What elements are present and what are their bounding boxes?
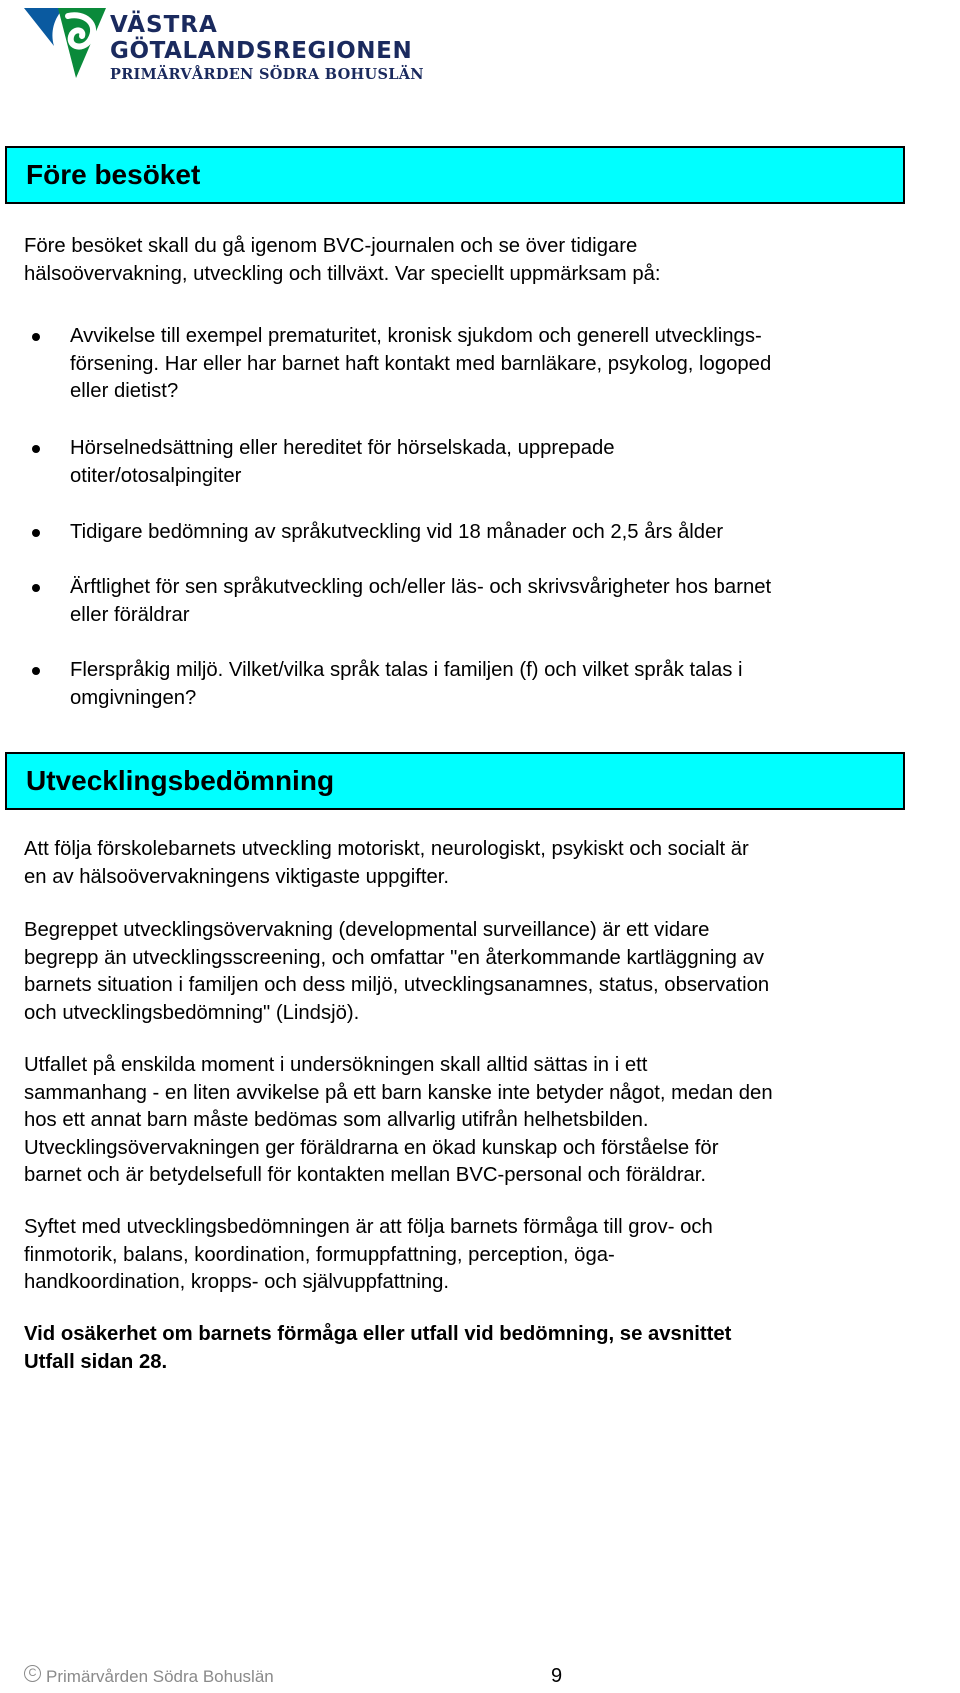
list-item bbox=[24, 519, 904, 547]
bullet-icon bbox=[32, 584, 40, 592]
vgr-logo bbox=[24, 6, 424, 86]
vgr-logo-icon bbox=[24, 6, 108, 82]
body-paragraph: Att följa förskolebarnets utveckling motoriskt, neurologiskt, psykiskt och socialt är en av hälsoövervakningens viktigaste uppgifter. bbox=[24, 838, 749, 888]
logo-line2: GÖTALANDSREGIONEN bbox=[110, 38, 413, 64]
list-item bbox=[24, 323, 904, 406]
list-item-text: Tidigare bedömning av språkutveckling vid 18 månader och 2,5 års ålder bbox=[70, 521, 724, 543]
list-item-text: Ärftlighet för sen språkutveckling och/eller läs- och skrivsvårigheter hos barnet eller föräldrar bbox=[70, 576, 772, 626]
text-line: hälsoövervakning, utveckling och tillväxt. Var speciellt uppmärksam på: bbox=[24, 262, 661, 285]
text-line: Före besöket skall du gå igenom BVC-journalen och se över tidigare bbox=[24, 235, 638, 257]
list-item bbox=[24, 657, 904, 712]
section-heading-box bbox=[5, 752, 905, 810]
body-paragraph: Begreppet utvecklingsövervakning (developmental surveillance) är ett vidare begrepp än utvecklingsscreening, och omfattar "en återkommande kartläggning av barnets situation i familjen och dess miljö, utvecklingsanamnes, status, observation och utvecklingsbedömning" (Lindsjö). bbox=[24, 919, 770, 1024]
footer-text: Primärvården Södra Bohuslän bbox=[46, 1667, 274, 1686]
intro-paragraph bbox=[24, 233, 904, 288]
page-number: 9 bbox=[551, 1665, 563, 1687]
bullet-icon bbox=[32, 333, 40, 341]
logo-line1: VÄSTRA bbox=[110, 12, 218, 38]
bullet-icon bbox=[32, 667, 40, 675]
list-item-text: Hörselnedsättning eller hereditet för hörselskada, upprepade otiter/otosalpingiter bbox=[70, 437, 615, 487]
body-paragraph: Utfallet på enskilda moment i undersökningen skall alltid sättas in i ett sammanhang - en liten avvikelse på ett barn kanske inte betyder något, medan den hos ett annat barn måste bedömas som allvarlig utifrån helhetsbilden. Utvecklingsövervakningen ger föräldrarna en ökad kunskap och förståelse för barnet och är betydelsefull för kontakten mellan BVC-personal och föräldrar. bbox=[24, 1054, 773, 1186]
section-heading: Före besöket bbox=[26, 159, 201, 190]
footer bbox=[24, 1665, 584, 1691]
section-heading-box bbox=[5, 146, 905, 204]
copyright-icon: C bbox=[24, 1665, 41, 1682]
list-item bbox=[24, 435, 904, 490]
body-paragraph: Syftet med utvecklingsbedömningen är att följa barnets förmåga till grov- och finmotorik, balans, koordination, formuppfattning, perception, öga- handkoordination, kropps- och självuppfattning. bbox=[24, 1216, 713, 1293]
bullet-icon bbox=[32, 529, 40, 537]
bullet-icon bbox=[32, 445, 40, 453]
list-item-text: Flerspråkig miljö. Vilket/vilka språk talas i familjen (f) och vilket språk talas i omgivningen? bbox=[70, 659, 743, 709]
bold-note: Vid osäkerhet om barnets förmåga eller utfall vid bedömning, se avsnittet Utfall sidan 28. bbox=[24, 1323, 732, 1373]
list-item bbox=[24, 574, 904, 629]
logo-line3: PRIMÄRVÅRDEN SÖDRA BOHUSLÄN bbox=[110, 66, 424, 83]
section-heading: Utvecklingsbedömning bbox=[26, 765, 335, 796]
list-item-text: Avvikelse till exempel prematuritet, kronisk sjukdom och generell utvecklings- försening. Har eller har barnet haft kontakt med barnläkare, psykolog, logoped eller dietist? bbox=[70, 325, 772, 402]
logo-wordmark bbox=[110, 14, 424, 83]
